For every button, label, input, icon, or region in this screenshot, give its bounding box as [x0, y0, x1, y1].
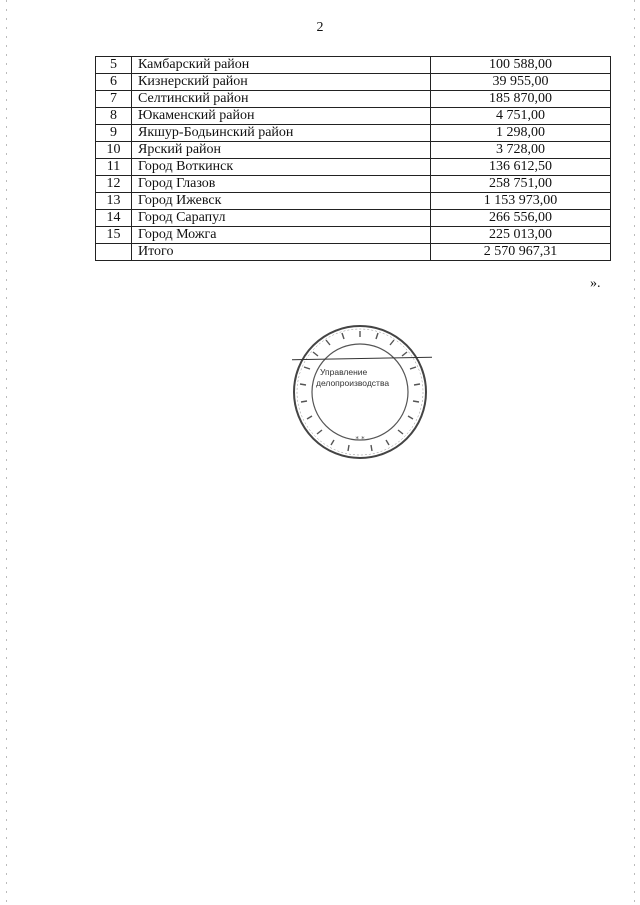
row-amount: 3 728,00	[431, 142, 611, 159]
svg-text:* *: * *	[355, 435, 365, 443]
table-row	[96, 108, 611, 125]
row-name: Юкаменский район	[132, 108, 431, 125]
row-number: 7	[96, 91, 132, 108]
row-number: 14	[96, 210, 132, 227]
table-row	[96, 142, 611, 159]
row-name: Якшур-Бодьинский район	[132, 125, 431, 142]
stamp-caption	[316, 367, 416, 389]
row-amount: 39 955,00	[431, 74, 611, 91]
table-row	[96, 210, 611, 227]
row-number: 6	[96, 74, 132, 91]
row-number: 10	[96, 142, 132, 159]
row-amount: 225 013,00	[431, 227, 611, 244]
closing-quote: ».	[590, 276, 601, 291]
table-row	[96, 193, 611, 210]
row-name: Город Можга	[132, 227, 431, 244]
table-row	[96, 227, 611, 244]
row-number: 15	[96, 227, 132, 244]
row-number: 5	[96, 57, 132, 74]
row-name: Селтинский район	[132, 91, 431, 108]
row-name: Итого	[132, 244, 431, 261]
row-amount: 4 751,00	[431, 108, 611, 125]
row-amount: 2 570 967,31	[431, 244, 611, 261]
table-row	[96, 57, 611, 74]
table-row	[96, 91, 611, 108]
table-row	[96, 244, 611, 261]
table-row	[96, 125, 611, 142]
row-number: 13	[96, 193, 132, 210]
table-body	[96, 57, 611, 261]
stamp-caption-line2: делопроизводства	[316, 378, 390, 388]
page-number: 2	[316, 20, 324, 35]
row-number: 8	[96, 108, 132, 125]
row-amount: 136 612,50	[431, 159, 611, 176]
row-amount: 185 870,00	[431, 91, 611, 108]
row-amount: 1 153 973,00	[431, 193, 611, 210]
allocation-table	[95, 56, 611, 261]
row-name: Камбарский район	[132, 57, 431, 74]
row-name: Кизнерский район	[132, 74, 431, 91]
row-name: Город Ижевск	[132, 193, 431, 210]
table-row	[96, 176, 611, 193]
row-name: Город Воткинск	[132, 159, 431, 176]
stamp-caption-line1: Управление	[320, 367, 368, 377]
left-margin-line	[6, 0, 7, 905]
row-amount: 100 588,00	[431, 57, 611, 74]
row-number: 9	[96, 125, 132, 142]
table-row	[96, 74, 611, 91]
row-number: 11	[96, 159, 132, 176]
right-margin-line	[634, 0, 635, 905]
row-name: Ярский район	[132, 142, 431, 159]
row-number: 12	[96, 176, 132, 193]
row-name: Город Глазов	[132, 176, 431, 193]
table-row	[96, 159, 611, 176]
row-amount: 266 556,00	[431, 210, 611, 227]
row-number	[96, 244, 132, 261]
row-amount: 258 751,00	[431, 176, 611, 193]
row-amount: 1 298,00	[431, 125, 611, 142]
row-name: Город Сарапул	[132, 210, 431, 227]
round-seal-stamp	[288, 320, 433, 465]
